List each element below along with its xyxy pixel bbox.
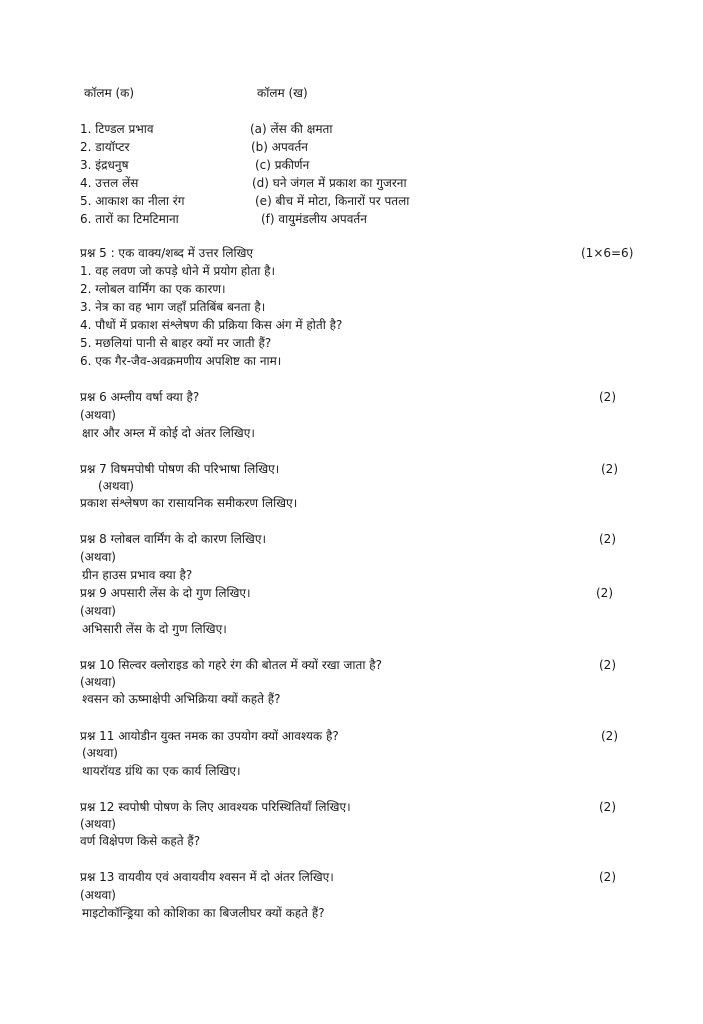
question-9-marks: (2) xyxy=(596,586,613,600)
question-12: प्रश्न 12 स्वपोषी पोषण के लिए आवश्यक परिस्थितियाँ लिखिए। xyxy=(80,800,351,814)
column-b-item: (a) लेंस की क्षमता xyxy=(250,122,333,136)
or-label: (अथवा) xyxy=(80,675,116,689)
question-5-item: 3. नेत्र का वह भाग जहाँ प्रतिबिंब बनता है। xyxy=(80,300,266,314)
column-b-item: (f) वायुमंडलीय अपवर्तन xyxy=(261,212,367,226)
column-b-item: (b) अपवर्तन xyxy=(251,140,308,154)
question-5-item: 1. वह लवण जो कपड़े धोने में प्रयोग होता है। xyxy=(80,264,276,278)
question-6: प्रश्न 6 अम्लीय वर्षा क्या है? xyxy=(80,390,200,404)
question-5-item: 4. पौधों में प्रकाश संश्लेषण की प्रक्रिया किस अंग में होती है? xyxy=(80,318,343,332)
question-11: प्रश्न 11 आयोडीन युक्त नमक का उपयोग क्यों आवश्यक है? xyxy=(80,729,339,743)
question-5-marks: (1×6=6) xyxy=(581,246,634,260)
question-10-alternative: श्वसन को ऊष्माक्षेपी अभिक्रिया क्यों कहते हैं? xyxy=(82,692,281,706)
question-13-alternative: माइटोकॉन्ड्रिया को कोशिका का बिजलीघर क्यों कहते हैं? xyxy=(82,906,325,920)
column-a-item: 1. टिण्डल प्रभाव xyxy=(80,122,154,136)
question-7: प्रश्न 7 विषमपोषी पोषण की परिभाषा लिखिए। xyxy=(80,462,280,476)
column-a-item: 3. इंद्रधनुष xyxy=(80,158,129,172)
column-b-item: (d) घने जंगल में प्रकाश का गुजरना xyxy=(252,176,407,190)
or-label: (अथवा) xyxy=(80,408,116,422)
column-a-item: 4. उत्तल लेंस xyxy=(80,176,139,190)
column-a-item: 6. तारों का टिमटिमाना xyxy=(80,212,179,226)
or-label: (अथवा) xyxy=(82,746,118,760)
question-11-marks: (2) xyxy=(601,729,618,743)
or-label: (अथवा) xyxy=(80,604,116,618)
or-label: (अथवा) xyxy=(80,888,116,902)
column-b-item: (c) प्रकीर्णन xyxy=(255,158,310,172)
question-13-marks: (2) xyxy=(599,870,616,884)
or-label: (अथवा) xyxy=(98,479,134,493)
question-10-marks: (2) xyxy=(599,658,616,672)
question-6-marks: (2) xyxy=(599,390,616,404)
question-5-item: 6. एक गैर-जैव-अवक्रमणीय अपशिष्ट का नाम। xyxy=(80,354,282,368)
column-a-item: 2. डायॉप्टर xyxy=(80,140,130,154)
question-7-marks: (2) xyxy=(601,462,618,476)
question-10: प्रश्न 10 सिल्वर क्लोराइड को गहरे रंग की बोतल में क्यों रखा जाता है? xyxy=(80,658,382,672)
column-b-header: कॉलम (ख) xyxy=(257,86,308,100)
question-8-marks: (2) xyxy=(599,532,616,546)
question-11-alternative: थायरॉयड ग्रंथि का एक कार्य लिखिए। xyxy=(82,764,241,778)
question-8-alternative: ग्रीन हाउस प्रभाव क्या है? xyxy=(82,568,193,582)
question-5-item: 5. मछलियां पानी से बाहर क्यों मर जाती हैं? xyxy=(80,336,272,350)
or-label: (अथवा) xyxy=(80,550,116,564)
question-6-alternative: क्षार और अम्ल में कोई दो अंतर लिखिए। xyxy=(82,426,255,440)
question-9: प्रश्न 9 अपसारी लेंस के दो गुण लिखिए। xyxy=(80,586,251,600)
column-a-header: कॉलम (क) xyxy=(84,86,135,100)
question-5-title: प्रश्न 5 : एक वाक्य/शब्द में उत्तर लिखिए xyxy=(80,246,254,260)
column-b-item: (e) बीच में मोटा, किनारों पर पतला xyxy=(255,194,410,208)
question-12-alternative: वर्ण विक्षेपण किसे कहते हैं? xyxy=(80,834,201,848)
question-9-alternative: अभिसारी लेंस के दो गुण लिखिए। xyxy=(82,622,227,636)
question-12-marks: (2) xyxy=(599,800,616,814)
or-label: (अथवा) xyxy=(80,817,116,831)
question-7-alternative: प्रकाश संश्लेषण का रासायनिक समीकरण लिखिए। xyxy=(80,496,298,510)
question-5-item: 2. ग्लोबल वार्मिंग का एक कारण। xyxy=(80,282,226,296)
question-13: प्रश्न 13 वायवीय एवं अवायवीय श्वसन में दो अंतर लिखिए। xyxy=(80,870,334,884)
question-8: प्रश्न 8 ग्लोबल वार्मिंग के दो कारण लिखिए। xyxy=(80,532,267,546)
column-a-item: 5. आकाश का नीला रंग xyxy=(80,194,185,208)
